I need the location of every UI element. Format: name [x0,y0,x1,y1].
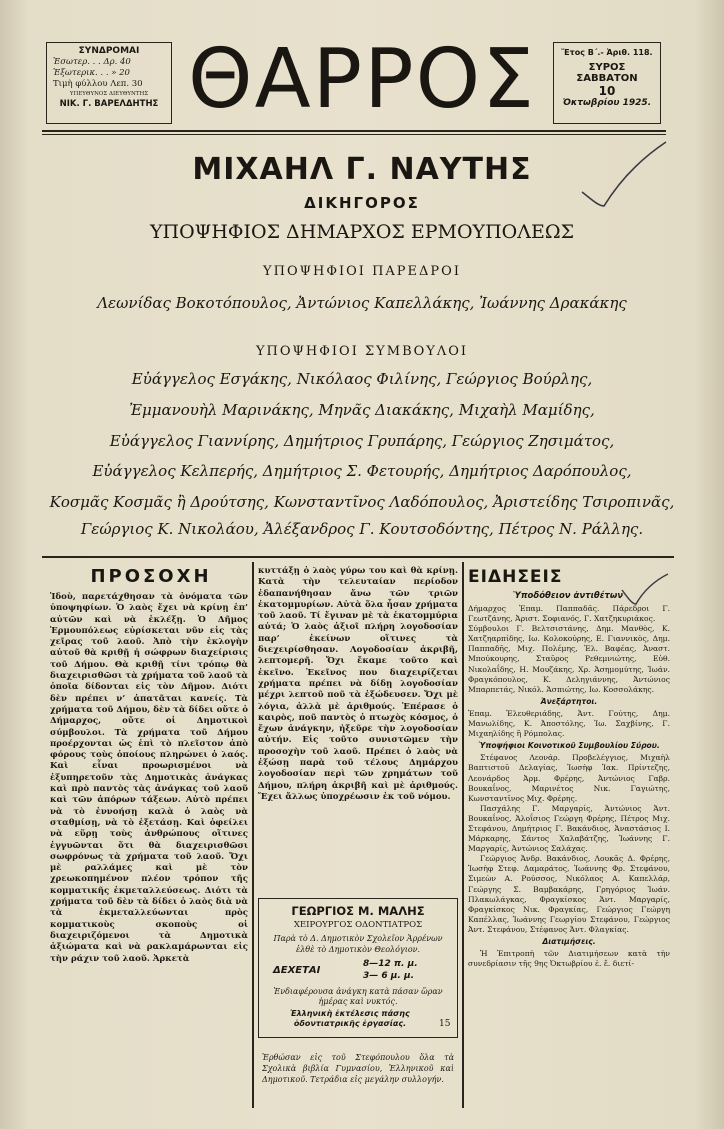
column-rule-2 [462,562,464,1108]
bottom-notice [262,1052,454,1092]
paredroi-heading: ΥΠΟΨΗΦΙΟΙ ΠΑΡΕΔΡΟΙ [263,264,461,279]
eidiseis-column [468,604,670,1104]
issue-info-box [553,42,661,124]
prosochi-text [50,592,248,1094]
eidiseis-community-3: Γεώργιος Ἀνδρ. Βακάνδιος, Λουκᾶς Δ. Φρέρης, Ἰωσὴφ Στεφ. Δαμαράτος, Ἰωάννης Φρ. Στεφάνου, Σιμεὼν Α. Ρούσσος, Νικόλαος Α. Καπελλάρ, Γεώργης Σ. Βαμβακάρης, Γρηγόριος Ἰωάν. Πλακωλάγκας, Φραγκίσκος Ἀντ. Μαργαρίς, Φραγκίσκος Νικ. Φραγκίας, Γεώργιος Γεώργη Καπέλλας, Ἰωάννης Γεωργίου Στεφάνου, Γεώργιος Ἀντ. Στεφάνου, Στέφανος Ἀντ. Φλαγκίας. [468,854,670,934]
symvouloi-line-3: Εὐάγγελος Γιαννίρης, Δημήτριος Γρυπάρης, Γεώργιος Ζησιμάτος, [109,432,615,450]
bottom-notice-text: Ἐρθώσαν εἰς τοῦ Στεφόπουλου ὅλα τὰ Σχολικὰ βιβλία Γυμνασίου, Ἑλληνικοῦ καὶ Δημοτικοῦ. Τετράδια εἰς μεγάλην συλλογήν. [262,1053,454,1084]
subscription-external: Ἐξωτερικ. . . » 20 [53,68,130,78]
editor-label: ΥΠΕΥΘΥΝΟΣ ΔΙΕΥΘΥΝΤΗΣ [69,91,149,97]
ad-number: 15 [439,1019,451,1029]
dentist-address: Παρὰ τὸ Δ. Δημοτικὸν Σχολεῖον Ἀρρένων ἐλθὲ τὸ Δημοτικὸν Θεολόγιον. [273,934,443,954]
prosochi-paragraph: Ἰδοὺ, παρετάχθησαν τὰ ὀνόματα τῶν ὑποψηφίων. Ὁ λαὸς ἔχει νὰ κρίνῃ ἐπ’ αὐτῶν καὶ νὰ ἐκλέξῃ. Ὁ Δῆμος Ἑρμουπόλεως εὑρίσκεται νῦν εἰς τὰς χεῖρας τοῦ λαοῦ. Ἀπὸ τὴν ἐκλογὴν αὐτοῦ θὰ κριθῇ ἡ σώφρων διαχείρισις τοῦ Δήμου. Θὰ κριθῇ τίνι τρόπῳ θὰ διαχειρισθῶσι τὰ χρήματα τοῦ λαοῦ τὰ ὁποῖα δίδονται εἰς τὸν Δῆμον. Διότι δὲν πρέπει ν’ ἀπατᾶται κανείς. Τὰ χρήματα τοῦ Δήμου, δὲν τὰ δίδει οὔτε ὁ Δήμαρχος, οὔτε οἱ Δημοτικοὶ σύμβουλοι. Τὰ χρήματα τοῦ Δήμου προέρχονται ὡς ἐπὶ τὸ πλεῖστον ἀπὸ φόρους τοὺς ὁποίους πληρώνει ὁ λαός. Καὶ εἶναι προωρισμένοι νὰ ἐξυπηρετοῦν τὰς Δημοτικὰς ἀνάγκας καὶ πρὸ παντὸς τὰς ἀνάγκας τοῦ λαοῦ καὶ τῶν ἀπόρων τάξεων. Αὐτὸ πρέπει νὰ τὸ ἐννοήσῃ καλὰ ὁ λαὸς νὰ σταθμίσῃ, νὰ τὸ ἐξετάσῃ. Καὶ ὀφείλει νὰ εὕρῃ τοὺς ἀνθρώπους οἵτινες ἐγγυῶνται ὅτι θὰ διαχειρισθῶσι σωφρόνως τὰ χρήματα τοῦ λαοῦ. Ὄχι μὲ ραλλάμες καὶ μὲ τὸν χρεωκοπημένον πλέον τρόπον τῆς κομματικῆς ἐκμεταλλεύσεως. Διότι τὰ χρήματα τοῦ δὲν τὰ δίδει ὁ λαὸς διὰ νὰ τὰ ἐκμεταλλεύωνται πρὸς κομματικοὺς σκοποὺς οἱ διαχειριζόμενοι τὰ Δημοτικὰ ἀξιώματα καὶ νὰ ρακλαμάρωνται εἰς τὴν ράχιν τοῦ λαοῦ. Ἀρκετὰ [50,592,248,964]
eidiseis-prices: Ἡ Ἐπιτροπὴ τῶν Διατιμήσεων κατὰ τὴν συνεδρίασιν τῆς 9ης Ὀκτωβρίου ἐ. ἔ. διετί- [468,949,670,969]
issue-number: Ἔτος Β΄.- Ἀριθ. 118. [561,48,653,57]
date-month-year: Ὀκτωβρίου 1925. [562,98,652,108]
subscriptions-heading: ΣΥΝΔΡΟΜΑΙ [78,46,140,56]
symvouloi-line-4: Εὐάγγελος Κελπερής, Δημήτριος Σ. Φετουρής, Δημήτριος Δαρόπουλος, [92,462,632,480]
eidiseis-mayor-line: Δήμαρχος Ἐπαμ. Παππαδᾶς. Πάρεδροι Γ. Γεωτζάνης, Ἀριστ. Σοφιανός, Γ. Χατζηκυριάκος. [468,604,670,624]
prosochi-text-continued [258,566,458,896]
eidiseis-independents: Ἐπαμ. Ἐλευθεριάδης, Ἀντ. Γούτης, Δημ. Μανωλίδης, Κ. Ἀποστόλης, Ἰω. Σαχβίνης, Γ. Μιχαηλίδης ἢ Ρόμπολας. [468,708,670,739]
symvouloi-line-5: Κοσμᾶς Κοσμᾶς ἢ Δρούτσης, Κωνσταντῖνος Λαδόπουλος, Ἀριστείδης Τσιροπινᾶς, [49,493,675,511]
prosochi-heading: ΠΡΟΣΟΧΗ [90,566,212,587]
eidiseis-heading: ΕΙΔΗΣΕΙΣ [468,567,563,587]
symvouloi-heading: ΥΠΟΨΗΦΙΟΙ ΣΥΜΒΟΥΛΟΙ [255,344,469,359]
symvouloi-line-6: Γεώργιος Κ. Νικολάου, Ἀλέξανδρος Γ. Κουτσοδόντης, Πέτρος Ν. Ράλλης. [80,520,644,538]
eidiseis-councillors: Σύμβουλοι Γ. Βελτσιστάνης, Δημ. Μανθὸς, Κ. Χατζηαρπίδης, Ιω. Κολοκούρης, Ε. Γιαννικὸς, Δημ. Παππαδῆς, Μιχ. Πολέμης, Ἐλ. Βαφέας, Ἀναστ. Μπούκουρης, Σταῦρος Ρεθεμνιώτης, Εὐθ. Νικολαΐδης, Η. Μουζάκης, Χρ. Ἀσημομύτης, Ἰωάν. Φραγκόπουλος, Κ. Δεληγιάννης, Ἀντώνιος Μπαρπετάς, Νικόλ. Ἀσπιώτης, Ιω. Κοσσολάκης. [468,624,670,694]
subscription-internal: Ἐσωτερ. . . Δρ. 40 [53,57,131,67]
eidiseis-subheading-independents: Ἀνεξάρτητοι. [540,696,598,706]
eidiseis-community-2: Πασχάλης Γ. Μαργαρίς, Ἀντώνιος Ἀντ. Βουκαΐνος, Ἀλοΐσιος Γεώργη Φρέρης, Πέτρος Μιχ. Στεφάνου, Δημήτριος Γ. Βακάνδιος, Ἀναστάσιος Ι. Μάρκαρης, Σάντος Χαλαβάτζης, Ἰωάννης Γ. Μαργαρίς, Ἀντώνιος Σαλάχας. [468,803,670,854]
editor-name: ΝΙΚ. Γ. ΒΑΡΕΛΔΗΤΗΣ [59,99,159,109]
symvouloi-line-1: Εὐάγγελος Εσγάκης, Νικόλαος Φιλίνης, Γεώργιος Βούρλης, [131,370,593,388]
masthead-rule [42,130,666,132]
date-day: 10 [598,84,616,98]
eidiseis-subheading-community: Ὑποψήφιοι Κοινοτικοῦ Συμβουλίου Σύρου. [478,741,660,751]
pencil-check-mark-icon [580,140,670,210]
city-name: ΣΥΡΟΣ [588,62,626,73]
dentist-emergency: Ἐνδιαφέρουσα ἀνάγκη κατὰ πάσαν ὥραν ἡμέρας καὶ νυκτός. [273,987,443,1006]
dentist-title: ΧΕΙΡΟΥΡΓΟΣ ΟΔΟΝΤΙΑΤΡΟΣ [293,920,423,930]
column-rule-1 [252,562,254,1108]
eidiseis-subheading-prices: Διατιμήσεις. [542,937,596,946]
issue-price: Τιμὴ φύλλου Λεπ. 30 [53,79,143,89]
section-rule [42,556,674,558]
newspaper-title: ΘΑΡΡΟΣ [188,32,536,127]
dentist-hours-evening: 3— 6 μ. μ. [363,971,415,981]
candidate-name: ΜΙΧΑΗΛ Γ. ΝΑΥΤΗΣ [192,152,532,187]
prosochi-paragraph-continued: κυττάξῃ ὁ λαὸς γύρω του καὶ θὰ κρίνῃ. Κατὰ τὴν τελευταίαν περίοδον ἐδαπανήθησαν ἄνω τῶν τριῶν ἑκατομμυρίων. Αὐτὰ ὅλα ἦσαν χρήματα τοῦ λαοῦ. Τί ἔγιναν μὲ τὰ ἑκατομμύρια αὐτά; Ὁ λαὸς ἀξιοῖ πλήρη λογοδοσίαν παρ’ ἐκείνων οἵτινες τὰ διεχειρίσθησαν. Λογοδοσίαν ἀκριβῆ, λεπτομερῆ. Ὄχι ἔκαμε τοῦτο καὶ ἐκεῖνο. Ἐκεῖνος που διαχειρίζεται χρήματα πρέπει νὰ δίδῃ λογοδοσίαν μέχρι λεπτοῦ ποῦ τὰ ἐξώδευσεν. Ὄχι μὲ λόγια, ἀλλὰ μὲ ἀριθμούς. Ἐπέρασε ὁ καιρὸς, ποῦ παντὸς ὁ πτωχὸς κόσμος, ὁ ἔχων ἀνάγκην, ἠξεῦρε τὴν λογοδοσίαν αὐτήν. Εἰς τοῦτο συνιστῶμεν τὴν προσοχὴν τοῦ λαοῦ. Πρέπει ὁ λαὸς νὰ ἐξώσῃ παρὰ τοῦ τέλους Δημάρχου λογοδοσίαν περὶ τῶν χρημάτων τοῦ Δήμου, πλήρη ἀκριβῆ καὶ μὲ ἀριθμούς. Ἔχει ἄλλως ὑποχρέωσιν ἐκ τοῦ νόμου. [258,566,458,802]
dentist-name: ΓΕΩΡΓΙΟΣ Μ. ΜΑΛΗΣ [291,904,425,918]
dentist-receives: ΔΕΧΕΤΑΙ [273,965,321,976]
dentist-hours-morning: 8—12 π. μ. [363,959,418,969]
subscriptions-box [46,42,172,124]
candidate-profession: ΔΙΚΗΓΟΡΟΣ [304,194,420,212]
eidiseis-subheading-opposition: Ὑποδόθειον ἀντιθέτων [512,591,624,601]
weekday: ΣΑΒΒΑΤΟΝ [576,73,638,84]
dentist-advertisement [258,898,458,1038]
dentist-guarantee: Ἐλληνικὴ ἐκτέλεσις πάσης ὀδοντιατρικῆς ἐργασίας. [290,1009,410,1028]
eidiseis-community-1: Στέφανος Λεονάρ. Προβελέγγιος, Μιχαὴλ Βαπτιστοῦ Δελαγίας, Ἰωσὴφ Ἰακ. Πρίντεζης, Λεονάρδος Ἀρμ. Φρέρης, Ἀντώνιος Γαβρ. Βουκαΐνος, Μαρινέτος Νικ. Γαγιώτης, Κωνσταντῖνος Μιχ. Φρέρης. [468,753,670,803]
masthead-rule-thin [42,134,666,135]
paredroi-names: Λεωνίδας Βοκοτόπουλος, Ἀντώνιος Καπελλάκης, Ἰωάννης Δρακάκης [97,294,627,312]
candidate-role: ΥΠΟΨΗΦΙΟΣ ΔΗΜΑΡΧΟΣ ΕΡΜΟΥΠΟΛΕΩΣ [149,221,575,243]
symvouloi-line-2: Ἐμμανουὴλ Μαρινάκης, Μηνᾶς Διακάκης, Μιχαὴλ Μαμίδης, [129,401,595,419]
